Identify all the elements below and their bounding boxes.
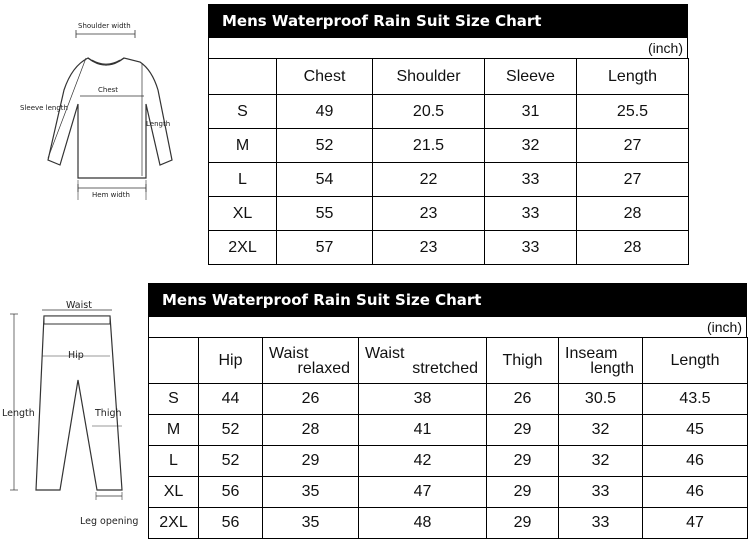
size-cell: 2XL — [149, 508, 199, 539]
size-cell: 2XL — [209, 231, 277, 265]
length-label: Length — [146, 120, 171, 128]
table-row — [209, 95, 689, 129]
thigh-cell: 29 — [487, 415, 559, 446]
waist-stretched-cell: 41 — [359, 415, 487, 446]
pants-illustration — [0, 290, 145, 554]
top-table-title: Mens Waterproof Rain Suit Size Chart — [208, 4, 688, 38]
shoulder-cell: 21.5 — [373, 129, 485, 163]
sleeve-cell: 32 — [485, 129, 577, 163]
chest-cell: 49 — [277, 95, 373, 129]
size-cell: L — [149, 446, 199, 477]
header-size — [209, 59, 277, 95]
header-sleeve: Sleeve — [485, 59, 577, 95]
size-cell: M — [209, 129, 277, 163]
length-label: Length — [2, 408, 35, 419]
chest-label: Chest — [98, 86, 119, 94]
size-cell: S — [149, 384, 199, 415]
header-inseam-line2: length — [590, 359, 634, 377]
thigh-cell: 29 — [487, 477, 559, 508]
top-table-grid — [208, 58, 689, 265]
length-cell: 27 — [577, 163, 689, 197]
shoulder-cell: 23 — [373, 197, 485, 231]
hem-width-label: Hem width — [92, 191, 130, 199]
header-size — [149, 338, 199, 384]
chest-cell: 55 — [277, 197, 373, 231]
leg-opening-label: Leg opening — [80, 516, 139, 527]
size-cell: L — [209, 163, 277, 197]
table-row — [149, 415, 748, 446]
table-row — [149, 477, 748, 508]
size-cell: M — [149, 415, 199, 446]
length-cell: 45 — [643, 415, 748, 446]
waist-stretched-cell: 48 — [359, 508, 487, 539]
thigh-cell: 29 — [487, 508, 559, 539]
length-cell: 46 — [643, 477, 748, 508]
table-row — [209, 163, 689, 197]
sleeve-cell: 33 — [485, 197, 577, 231]
sleeve-length-label: Sleeve length — [20, 104, 68, 112]
waist-relaxed-cell: 35 — [263, 508, 359, 539]
thigh-cell: 29 — [487, 446, 559, 477]
header-inseam-length — [559, 338, 643, 384]
hip-label: Hip — [68, 350, 84, 361]
table-row — [209, 231, 689, 265]
waist-relaxed-cell: 29 — [263, 446, 359, 477]
header-thigh: Thigh — [487, 338, 559, 384]
header-chest: Chest — [277, 59, 373, 95]
size-cell: XL — [209, 197, 277, 231]
table-row — [209, 129, 689, 163]
size-cell: S — [209, 95, 277, 129]
header-waist-relaxed — [263, 338, 359, 384]
chest-cell: 52 — [277, 129, 373, 163]
shoulder-cell: 20.5 — [373, 95, 485, 129]
length-cell: 28 — [577, 197, 689, 231]
length-cell: 43.5 — [643, 384, 748, 415]
header-shoulder: Shoulder — [373, 59, 485, 95]
shoulder-width-label: Shoulder width — [78, 22, 131, 30]
hip-cell: 56 — [199, 508, 263, 539]
pants-diagram — [0, 290, 145, 554]
shoulder-cell: 23 — [373, 231, 485, 265]
top-size-table — [208, 4, 688, 265]
table-row — [149, 508, 748, 539]
length-cell: 47 — [643, 508, 748, 539]
inseam-cell: 33 — [559, 477, 643, 508]
chest-cell: 57 — [277, 231, 373, 265]
sleeve-cell: 33 — [485, 231, 577, 265]
inseam-cell: 30.5 — [559, 384, 643, 415]
header-waist-stretched — [359, 338, 487, 384]
hip-cell: 52 — [199, 446, 263, 477]
inseam-cell: 32 — [559, 446, 643, 477]
bottom-table-grid — [148, 337, 748, 539]
bottom-table-unit: (inch) — [148, 317, 747, 337]
waist-label: Waist — [66, 300, 92, 311]
bottom-table-title: Mens Waterproof Rain Suit Size Chart — [148, 283, 747, 317]
table-row — [209, 197, 689, 231]
length-cell: 28 — [577, 231, 689, 265]
bottom-table-header-row — [149, 338, 748, 384]
waist-stretched-cell: 47 — [359, 477, 487, 508]
hip-cell: 56 — [199, 477, 263, 508]
sleeve-cell: 33 — [485, 163, 577, 197]
bottom-size-table — [148, 283, 747, 539]
length-cell: 46 — [643, 446, 748, 477]
hip-cell: 44 — [199, 384, 263, 415]
shoulder-cell: 22 — [373, 163, 485, 197]
header-length: Length — [577, 59, 689, 95]
header-waist-relaxed-line1: Waist — [269, 344, 309, 362]
inseam-cell: 33 — [559, 508, 643, 539]
top-table-header-row — [209, 59, 689, 95]
length-cell: 27 — [577, 129, 689, 163]
header-length: Length — [643, 338, 748, 384]
thigh-label: Thigh — [95, 408, 122, 419]
length-cell: 25.5 — [577, 95, 689, 129]
top-table-unit: (inch) — [208, 38, 688, 58]
size-cell: XL — [149, 477, 199, 508]
header-waist-stretched-line2: stretched — [412, 359, 478, 377]
waist-stretched-cell: 42 — [359, 446, 487, 477]
waist-stretched-cell: 38 — [359, 384, 487, 415]
header-hip: Hip — [199, 338, 263, 384]
header-waist-stretched-line1: Waist — [365, 344, 405, 362]
shirt-diagram — [0, 0, 200, 215]
chest-cell: 54 — [277, 163, 373, 197]
waist-relaxed-cell: 26 — [263, 384, 359, 415]
table-row — [149, 446, 748, 477]
sleeve-cell: 31 — [485, 95, 577, 129]
header-waist-relaxed-line2: relaxed — [297, 359, 350, 377]
thigh-cell: 26 — [487, 384, 559, 415]
table-row — [149, 384, 748, 415]
waist-relaxed-cell: 28 — [263, 415, 359, 446]
waist-relaxed-cell: 35 — [263, 477, 359, 508]
inseam-cell: 32 — [559, 415, 643, 446]
hip-cell: 52 — [199, 415, 263, 446]
header-inseam-line1: Inseam — [565, 344, 618, 362]
